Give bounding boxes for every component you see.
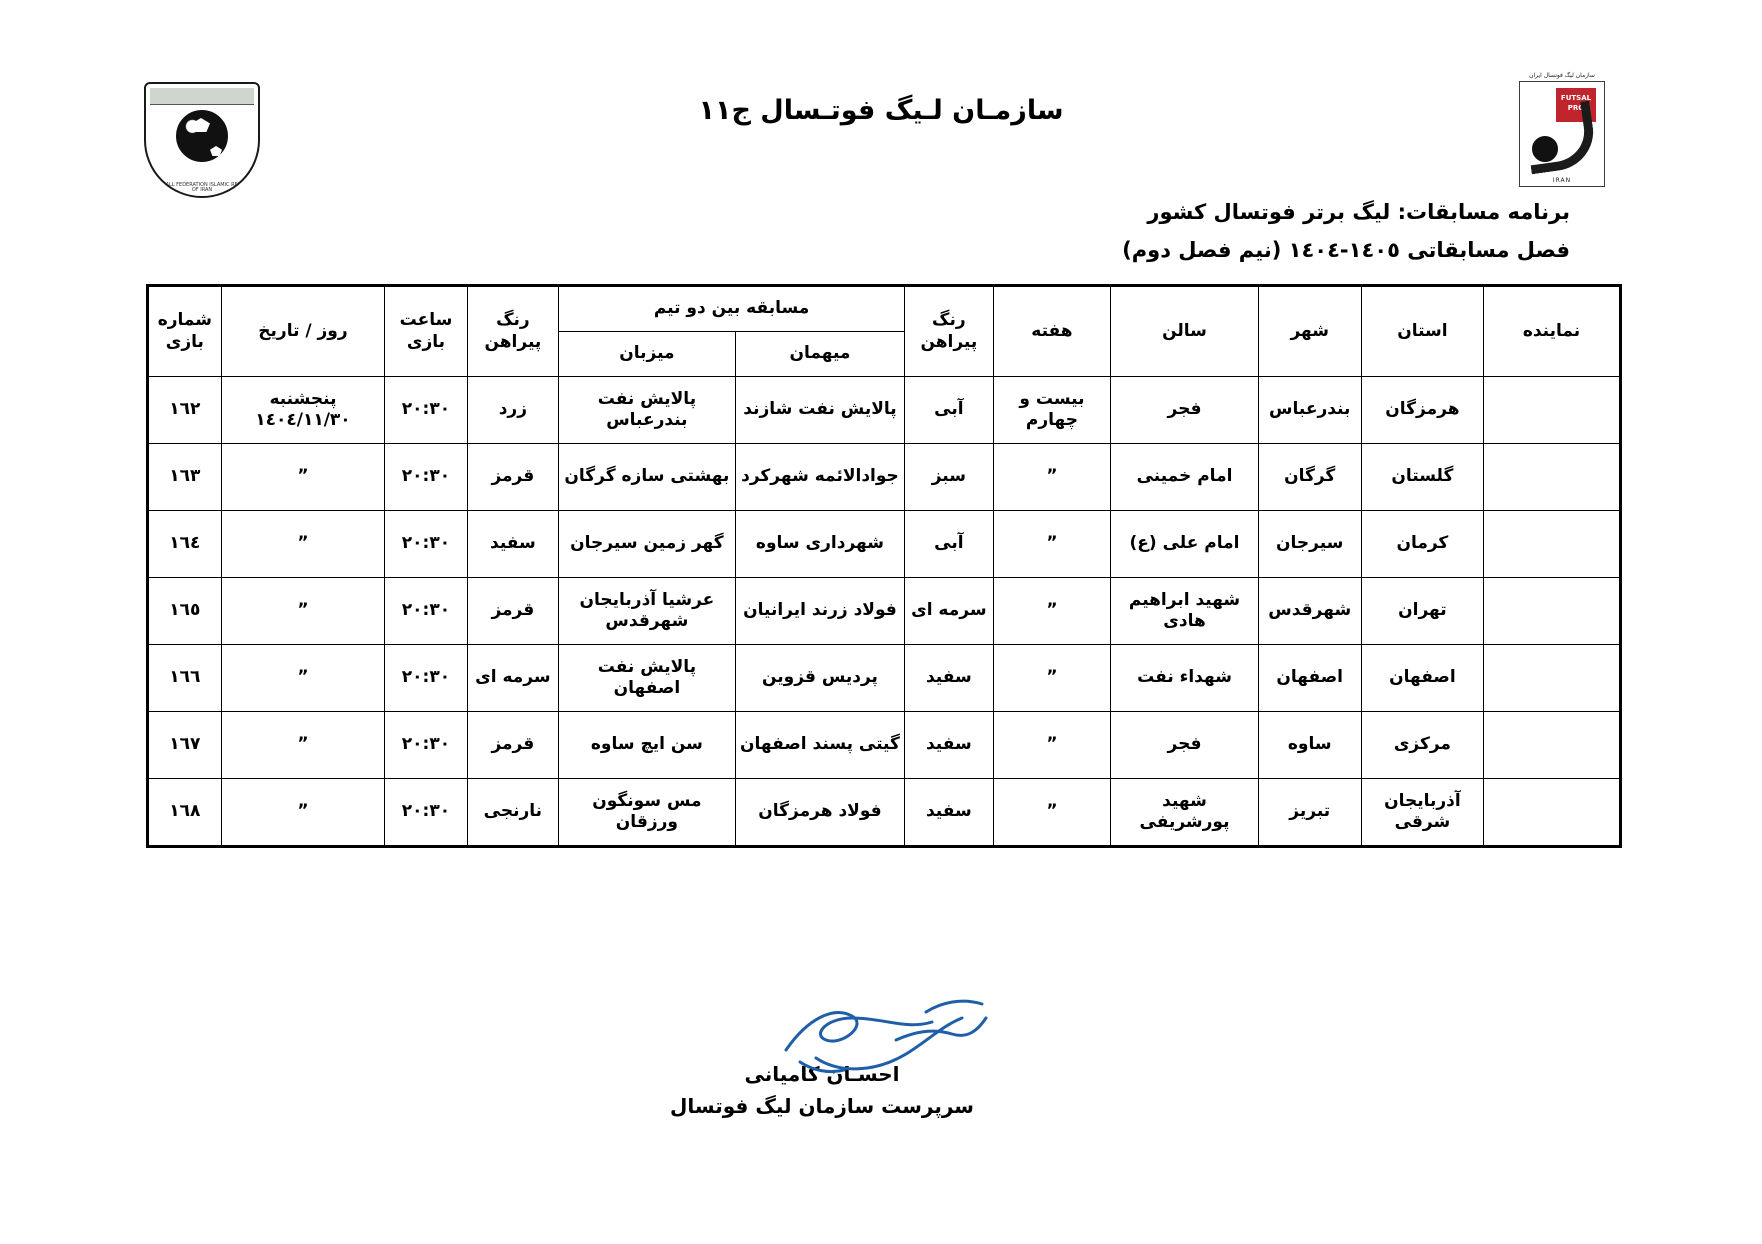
ball-icon bbox=[1532, 136, 1558, 162]
cell-guest-kit: سبز bbox=[905, 444, 993, 511]
cell-host-team: سن ایچ ساوه bbox=[559, 712, 736, 779]
schedule-table-container bbox=[146, 284, 1622, 848]
cell-host-kit: زرد bbox=[467, 377, 558, 444]
table-row bbox=[148, 444, 1621, 511]
cell-guest-kit: سفید bbox=[905, 779, 993, 847]
cell-host-kit: قرمز bbox=[467, 578, 558, 645]
cell-match-number: ١٦٣ bbox=[148, 444, 222, 511]
cell-city: گرگان bbox=[1258, 444, 1361, 511]
cell-guest-team: گیتی پسند اصفهان bbox=[735, 712, 904, 779]
cell-guest-team: پردیس قزوین bbox=[735, 645, 904, 712]
cell-match-number: ١٦٥ bbox=[148, 578, 222, 645]
cell-date: ” bbox=[221, 578, 385, 645]
competition-name: برنامه مسابقات: لیگ برتر فوتسال کشور bbox=[1147, 200, 1570, 224]
cell-host-kit: نارنجی bbox=[467, 779, 558, 847]
cell-representative bbox=[1484, 377, 1621, 444]
cell-hall: شهید پورشریفی bbox=[1111, 779, 1258, 847]
cell-date: ” bbox=[221, 444, 385, 511]
table-row bbox=[148, 645, 1621, 712]
cell-match-number: ١٦٤ bbox=[148, 511, 222, 578]
cell-week: بیست و چهارم bbox=[993, 377, 1111, 444]
header-host-kit-color: رنگ پیراهن bbox=[467, 286, 558, 377]
cell-province: هرمزگان bbox=[1361, 377, 1483, 444]
cell-guest-kit: آبی bbox=[905, 511, 993, 578]
document-meta bbox=[0, 200, 1574, 262]
header-match-group: مسابقه بین دو تیم bbox=[559, 286, 905, 332]
cell-time: ٢٠:٣٠ bbox=[385, 645, 467, 712]
cell-time: ٢٠:٣٠ bbox=[385, 444, 467, 511]
signer-name: احسـان کامیانی bbox=[744, 1062, 900, 1086]
cell-host-team: بهشتی سازه گرگان bbox=[559, 444, 736, 511]
header-time: ساعت بازی bbox=[385, 286, 467, 377]
cell-guest-team: پالایش نفت شازند bbox=[735, 377, 904, 444]
cell-host-team: عرشیا آذربایجان شهرقدس bbox=[559, 578, 736, 645]
cell-representative bbox=[1484, 779, 1621, 847]
cell-week: ” bbox=[993, 779, 1111, 847]
cell-date: ” bbox=[221, 511, 385, 578]
federation-crest-caption: FOOTBALL FEDERATION ISLAMIC REPUBLIC OF IRAN bbox=[148, 181, 256, 194]
header-city: شهر bbox=[1258, 286, 1361, 377]
org-logo-bottom-text: IRAN bbox=[1552, 177, 1572, 184]
cell-city: تبریز bbox=[1258, 779, 1361, 847]
document-header bbox=[0, 0, 1762, 200]
cell-time: ٢٠:٣٠ bbox=[385, 377, 467, 444]
futsal-league-organization-logo bbox=[1512, 72, 1612, 198]
season-info: فصل مسابقاتی ١٤٠٥-١٤٠٤ (نیم فصل دوم) bbox=[1122, 238, 1570, 262]
header-date: روز / تاریخ bbox=[221, 286, 385, 377]
cell-guest-kit: سرمه ای bbox=[905, 578, 993, 645]
cell-date: ” bbox=[221, 712, 385, 779]
signature-block bbox=[542, 1062, 1102, 1118]
cell-host-kit: قرمز bbox=[467, 712, 558, 779]
org-logo-top-text: سازمان لیگ فوتسال ایران bbox=[1529, 72, 1595, 79]
header-representative: نماینده bbox=[1484, 286, 1621, 377]
cell-host-team: پالایش نفت اصفهان bbox=[559, 645, 736, 712]
cell-week: ” bbox=[993, 645, 1111, 712]
cell-host-kit: سفید bbox=[467, 511, 558, 578]
table-row bbox=[148, 712, 1621, 779]
schedule-table-body bbox=[148, 377, 1621, 847]
cell-representative bbox=[1484, 511, 1621, 578]
cell-hall: فجر bbox=[1111, 377, 1258, 444]
header-week: هفته bbox=[993, 286, 1111, 377]
cell-guest-team: شهرداری ساوه bbox=[735, 511, 904, 578]
cell-city: سیرجان bbox=[1258, 511, 1361, 578]
cell-host-kit: قرمز bbox=[467, 444, 558, 511]
signer-title: سرپرست سازمان لیگ فوتسال bbox=[670, 1094, 974, 1118]
table-row bbox=[148, 578, 1621, 645]
document-footer bbox=[0, 1062, 1762, 1126]
cell-city: بندرعباس bbox=[1258, 377, 1361, 444]
cell-guest-team: جوادالائمه شهرکرد bbox=[735, 444, 904, 511]
table-row bbox=[148, 511, 1621, 578]
swoosh-icon bbox=[1523, 101, 1598, 175]
cell-week: ” bbox=[993, 511, 1111, 578]
cell-date: پنجشنبه ١٤٠٤/١١/٣٠ bbox=[221, 377, 385, 444]
cell-province: مرکزی bbox=[1361, 712, 1483, 779]
cell-host-team: گهر زمین سیرجان bbox=[559, 511, 736, 578]
table-row bbox=[148, 779, 1621, 847]
cell-representative bbox=[1484, 444, 1621, 511]
cell-guest-kit: سفید bbox=[905, 712, 993, 779]
cell-hall: امام خمینی bbox=[1111, 444, 1258, 511]
cell-province: آذربایجان شرقی bbox=[1361, 779, 1483, 847]
cell-guest-kit: سفید bbox=[905, 645, 993, 712]
cell-time: ٢٠:٣٠ bbox=[385, 712, 467, 779]
cell-guest-team: فولاد زرند ایرانیان bbox=[735, 578, 904, 645]
cell-match-number: ١٦٧ bbox=[148, 712, 222, 779]
header-province: استان bbox=[1361, 286, 1483, 377]
cell-time: ٢٠:٣٠ bbox=[385, 779, 467, 847]
header-guest-kit-color: رنگ پیراهن bbox=[905, 286, 993, 377]
cell-province: تهران bbox=[1361, 578, 1483, 645]
cell-province: کرمان bbox=[1361, 511, 1483, 578]
cell-hall: شهید ابراهیم هادی bbox=[1111, 578, 1258, 645]
cell-city: ساوه bbox=[1258, 712, 1361, 779]
cell-match-number: ١٦٨ bbox=[148, 779, 222, 847]
cell-hall: شهداء نفت bbox=[1111, 645, 1258, 712]
cell-date: ” bbox=[221, 779, 385, 847]
cell-host-team: پالایش نفت بندرعباس bbox=[559, 377, 736, 444]
cell-guest-kit: آبی bbox=[905, 377, 993, 444]
cell-representative bbox=[1484, 578, 1621, 645]
cell-week: ” bbox=[993, 712, 1111, 779]
cell-representative bbox=[1484, 645, 1621, 712]
table-row bbox=[148, 377, 1621, 444]
cell-city: اصفهان bbox=[1258, 645, 1361, 712]
cell-time: ٢٠:٣٠ bbox=[385, 578, 467, 645]
cell-date: ” bbox=[221, 645, 385, 712]
cell-guest-team: فولاد هرمزگان bbox=[735, 779, 904, 847]
cell-week: ” bbox=[993, 578, 1111, 645]
schedule-table bbox=[146, 284, 1622, 848]
org-logo-badge-text: FUTSAL PRO bbox=[1560, 94, 1592, 112]
cell-city: شهرقدس bbox=[1258, 578, 1361, 645]
cell-hall: امام علی (ع) bbox=[1111, 511, 1258, 578]
page-title: سازمـان لـیگ فوتـسال ج١١ bbox=[698, 95, 1064, 126]
header-match-number: شماره بازی bbox=[148, 286, 222, 377]
cell-match-number: ١٦٦ bbox=[148, 645, 222, 712]
cell-province: اصفهان bbox=[1361, 645, 1483, 712]
header-host-team: میزبان bbox=[559, 332, 736, 377]
cell-host-team: مس سونگون ورزقان bbox=[559, 779, 736, 847]
header-guest-team: میهمان bbox=[735, 332, 904, 377]
cell-week: ” bbox=[993, 444, 1111, 511]
cell-time: ٢٠:٣٠ bbox=[385, 511, 467, 578]
cell-representative bbox=[1484, 712, 1621, 779]
cell-match-number: ١٦٢ bbox=[148, 377, 222, 444]
header-hall: سالن bbox=[1111, 286, 1258, 377]
cell-province: گلستان bbox=[1361, 444, 1483, 511]
cell-hall: فجر bbox=[1111, 712, 1258, 779]
cell-host-kit: سرمه ای bbox=[467, 645, 558, 712]
